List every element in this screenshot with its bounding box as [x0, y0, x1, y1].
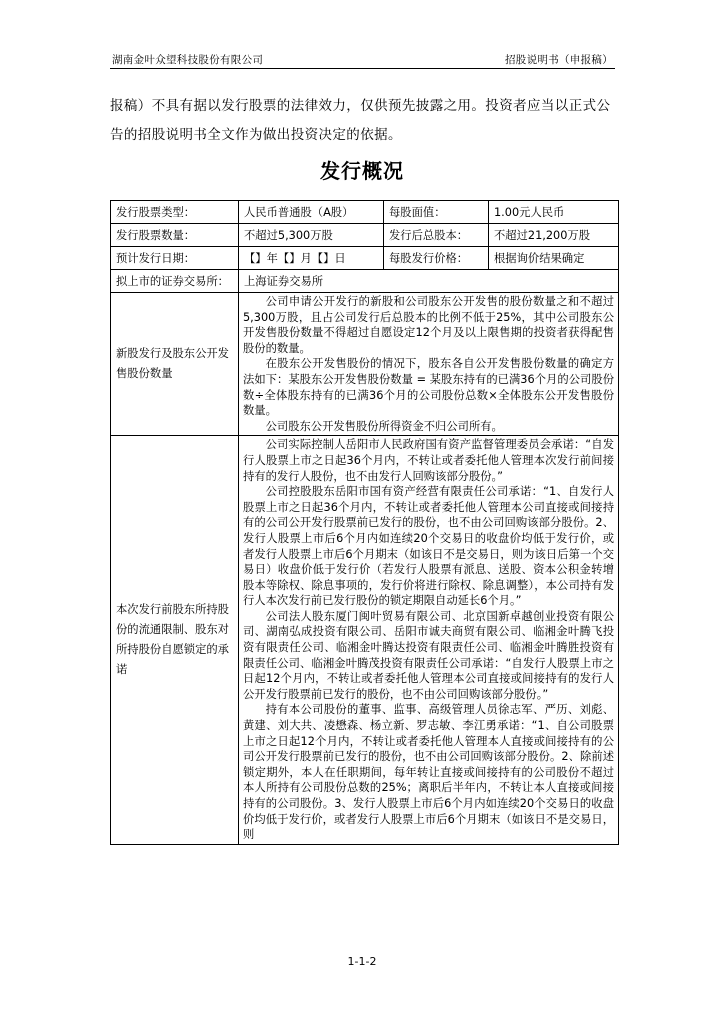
paragraph: 在股东公开发售股份的情况下，股东各自公开发售股份数量的确定方法如下：某股东公开发售股份数量 = 某股东持有的已满36个月的公司股份数÷全体股东持有的已满36个月的公司股份总数×全体股东公开发售股份数量。: [243, 357, 614, 418]
cell-label: 新股发行及股东公开发售股份数量: [111, 293, 239, 436]
table-row: [111, 293, 619, 436]
intro-text: 报稿）不具有据以发行股票的法律效力，仅供预先披露之用。投资者应当以正式公告的招股说明书全文作为做出投资决定的依据。: [110, 98, 611, 143]
cell-label: 本次发行前股东所持股份的流通限制、股东对所持股份自愿锁定的承诺: [111, 436, 239, 844]
header-document-title: 招股说明书（申报稿）: [505, 54, 613, 66]
cell-label: 发行股票数量：: [111, 224, 239, 247]
issuance-overview-table: [110, 200, 619, 845]
header-company-name: 湖南金叶众望科技股份有限公司: [112, 54, 264, 66]
paragraph: 公司法人股东厦门闽叶贸易有限公司、北京国新卓越创业投资有限公司、湖南弘成投资有限公司、岳阳市诚夫商贸有限公司、临湘金叶腾飞投资有限责任公司、临湘金叶腾达投资有限责任公司、临湘金叶腾胜投资有限责任公司、临湘金叶腾茂投资有限责任公司承诺：“自发行人股票上市之日起12个月内，不转让或者委托他人管理本公司直接或间接持有的发行人公开发行股票前已发行的股份，也不由公司回购该部分股份。”: [243, 609, 614, 701]
intro-paragraph: [110, 92, 618, 150]
page-header: [110, 46, 615, 69]
cell-paragraphs: [239, 436, 619, 844]
cell-value: 上海证券交易所: [239, 270, 619, 293]
cell-value: 不超过21,200万股: [489, 224, 619, 247]
paragraph: 公司股东公开发售股份所得资金不归公司所有。: [265, 419, 503, 433]
cell-label: 发行股票类型：: [111, 201, 239, 224]
section-title: 发行概况: [320, 159, 404, 183]
paragraph: 公司控股股东岳阳市国有资产经营有限责任公司承诺：“1、自发行人股票上市之日起36个月内，不转让或者委托他人管理本公司直接或间接持有的公司公开发行股票前已发行的股份，也不由公司回购该部分股份。2、发行人股票上市后6个月内如连续20个交易日的收盘价均低于发行价，或者发行人股票上市后6个月期末（如该日不是交易日，则为该日后第一个交易日）收盘价低于发行价（若发行人股票有派息、送股、资本公积金转增股本等除权、除息事项的，发行价将进行除权、除息调整），本公司持有发行人本次发行前已发行股份的锁定期限自动延长6个月。”: [243, 485, 614, 608]
cell-value: 1.00元人民币: [489, 201, 619, 224]
cell-value: 人民币普通股（A股）: [239, 201, 384, 224]
cell-label: 发行后总股本：: [384, 224, 489, 247]
table-row: [111, 436, 619, 844]
page-number: 1-1-2: [347, 955, 377, 968]
table-row: [111, 247, 619, 270]
paragraph: 公司实际控制人岳阳市人民政府国有资产监督管理委员会承诺：“自发行人股票上市之日起36个月内，不转让或者委托他人管理本次发行前间接持有的发行人股份，也不由发行人回购该部分股份。”: [243, 438, 614, 483]
cell-value: 根据询价结果确定: [489, 247, 619, 270]
cell-label: 预计发行日期：: [111, 247, 239, 270]
table-row: [111, 201, 619, 224]
cell-value: 不超过5,300万股: [239, 224, 384, 247]
cell-label: 每股发行价格：: [384, 247, 489, 270]
paragraph: 公司申请公开发行的新股和公司股东公开发售的股份数量之和不超过5,300万股，且占公司发行后总股本的比例不低于25%，其中公司股东公开发售股份数量不得超过自愿设定12个月及以上限售期的投资者获得配售股份的数量。: [243, 295, 614, 355]
table-row: [111, 224, 619, 247]
cell-paragraphs: [239, 293, 619, 436]
cell-value: 【】年【】月【】日: [239, 247, 384, 270]
cell-label: 每股面值：: [384, 201, 489, 224]
paragraph: 持有本公司股份的董事、监事、高级管理人员徐志军、严历、刘彪、黄建、刘大共、凌懋森、杨立新、罗志敏、李江勇承诺：“1、自公司股票上市之日起12个月内，不转让或者委托他人管理本人直接或间接持有的公司公开发行股票前已发行的股份，也不由公司回购该部分股份。2、除前述锁定期外，本人在任职期间，每年转让直接或间接持有的公司股份不超过本人所持有公司股份总数的25%；离职后半年内，不转让本人直接或间接持有的公司股份。3、发行人股票上市后6个月内如连续20个交易日的收盘价均低于发行价，或者发行人股票上市后6个月期末（如该日不是交易日，则: [243, 703, 614, 842]
cell-label: 拟上市的证券交易所：: [111, 270, 239, 293]
table-row: [111, 270, 619, 293]
